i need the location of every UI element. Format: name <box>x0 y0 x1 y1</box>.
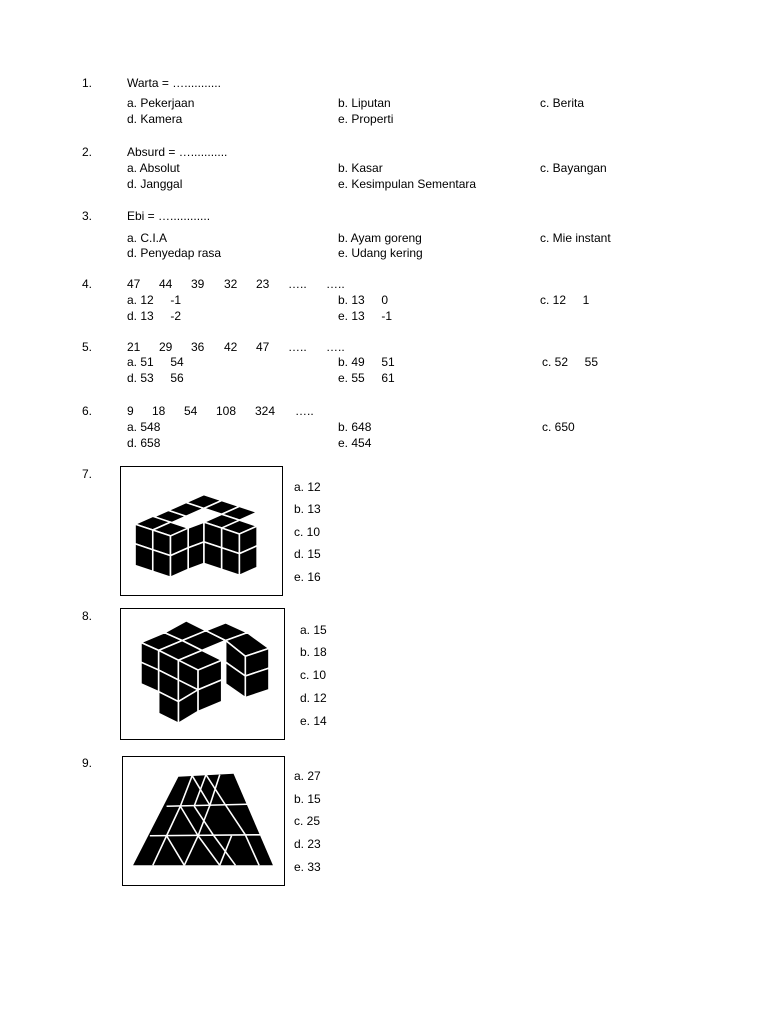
seq-item: 32 <box>224 277 238 291</box>
cube-figure-8 <box>120 608 285 740</box>
option-e[interactable]: e. 33 <box>294 860 321 874</box>
option-b[interactable]: b. 13 <box>294 502 321 516</box>
option-e[interactable]: e. 14 <box>300 714 327 728</box>
option-c[interactable]: c. 25 <box>294 814 321 828</box>
cube-stack-illustration <box>121 609 284 739</box>
trapezoid-triangles-illustration <box>123 757 284 885</box>
option-b[interactable]: b. Liputan <box>338 96 391 110</box>
option-d[interactable]: d. 15 <box>294 547 321 561</box>
option-b[interactable]: b. 18 <box>300 645 327 659</box>
option-a[interactable]: a. 51 54 <box>127 355 184 369</box>
option-c[interactable]: c. 650 <box>542 420 575 434</box>
seq-item: 44 <box>159 277 173 291</box>
seq-item: 54 <box>184 404 198 418</box>
seq-item: 36 <box>191 340 205 354</box>
seq-item: 39 <box>191 277 205 291</box>
option-e[interactable]: e. 55 61 <box>338 371 395 385</box>
seq-item: 9 <box>127 404 134 418</box>
option-d[interactable]: d. 12 <box>300 691 327 705</box>
question-number: 5. <box>82 340 93 354</box>
question-number: 8. <box>82 609 93 623</box>
question-text: Ebi = …............ <box>127 209 211 223</box>
option-c[interactable]: c. 10 <box>300 668 327 682</box>
seq-item: 18 <box>152 404 166 418</box>
seq-item: 21 <box>127 340 141 354</box>
question-number: 6. <box>82 404 93 418</box>
option-a[interactable]: a. 548 <box>127 420 161 434</box>
option-d[interactable]: d. Penyedap rasa <box>127 246 222 260</box>
option-b[interactable]: b. Ayam goreng <box>338 231 422 245</box>
question-text: Warta = …........... <box>127 76 221 90</box>
option-a[interactable]: a. Pekerjaan <box>127 96 195 110</box>
option-b[interactable]: b. 49 51 <box>338 355 395 369</box>
option-d[interactable]: d. 53 56 <box>127 371 184 385</box>
seq-blank: ….. <box>288 340 307 354</box>
seq-blank: ….. <box>295 404 314 418</box>
option-c[interactable]: c. 12 1 <box>540 293 590 307</box>
question-number: 7. <box>82 467 93 481</box>
question-text: Absurd = …........... <box>127 145 228 159</box>
seq-blank: ….. <box>288 277 307 291</box>
seq-item: 324 <box>255 404 276 418</box>
question-number: 2. <box>82 145 93 159</box>
option-e[interactable]: e. 16 <box>294 570 321 584</box>
cube-stack-illustration <box>121 467 282 595</box>
option-a[interactable]: a. 15 <box>300 623 327 637</box>
question-number: 3. <box>82 209 93 223</box>
option-a[interactable]: a. 12 -1 <box>127 293 182 307</box>
seq-item: 29 <box>159 340 173 354</box>
option-d[interactable]: d. 658 <box>127 436 161 450</box>
option-a[interactable]: a. 27 <box>294 769 321 783</box>
question-number: 4. <box>82 277 93 291</box>
seq-blank: ….. <box>326 340 345 354</box>
option-b[interactable]: b. Kasar <box>338 161 383 175</box>
option-d[interactable]: d. 13 -2 <box>127 309 182 323</box>
option-e[interactable]: e. 454 <box>338 436 372 450</box>
option-c[interactable]: c. 10 <box>294 525 321 539</box>
cube-figure-7 <box>120 466 283 596</box>
option-d[interactable]: d. Janggal <box>127 177 183 191</box>
seq-item: 108 <box>216 404 237 418</box>
option-c[interactable]: c. Mie instant <box>540 231 611 245</box>
option-c[interactable]: c. Berita <box>540 96 585 110</box>
option-e[interactable]: e. Kesimpulan Sementara <box>338 177 477 191</box>
seq-item: 23 <box>256 277 270 291</box>
option-a[interactable]: a. 12 <box>294 480 321 494</box>
option-e[interactable]: e. Properti <box>338 112 394 126</box>
option-b[interactable]: b. 15 <box>294 792 321 806</box>
option-c[interactable]: c. Bayangan <box>540 161 607 175</box>
question-number: 1. <box>82 76 93 90</box>
option-b[interactable]: b. 648 <box>338 420 372 434</box>
option-a[interactable]: a. Absolut <box>127 161 180 175</box>
seq-item: 42 <box>224 340 238 354</box>
option-a[interactable]: a. C.I.A <box>127 231 168 245</box>
option-d[interactable]: d. 23 <box>294 837 321 851</box>
option-e[interactable]: e. Udang kering <box>338 246 423 260</box>
seq-item: 47 <box>127 277 141 291</box>
seq-item: 47 <box>256 340 270 354</box>
triangle-figure-9 <box>122 756 285 886</box>
option-c[interactable]: c. 52 55 <box>542 355 599 369</box>
option-d[interactable]: d. Kamera <box>127 112 183 126</box>
seq-blank: ….. <box>326 277 345 291</box>
option-e[interactable]: e. 13 -1 <box>338 309 393 323</box>
option-b[interactable]: b. 13 0 <box>338 293 389 307</box>
question-number: 9. <box>82 756 93 770</box>
